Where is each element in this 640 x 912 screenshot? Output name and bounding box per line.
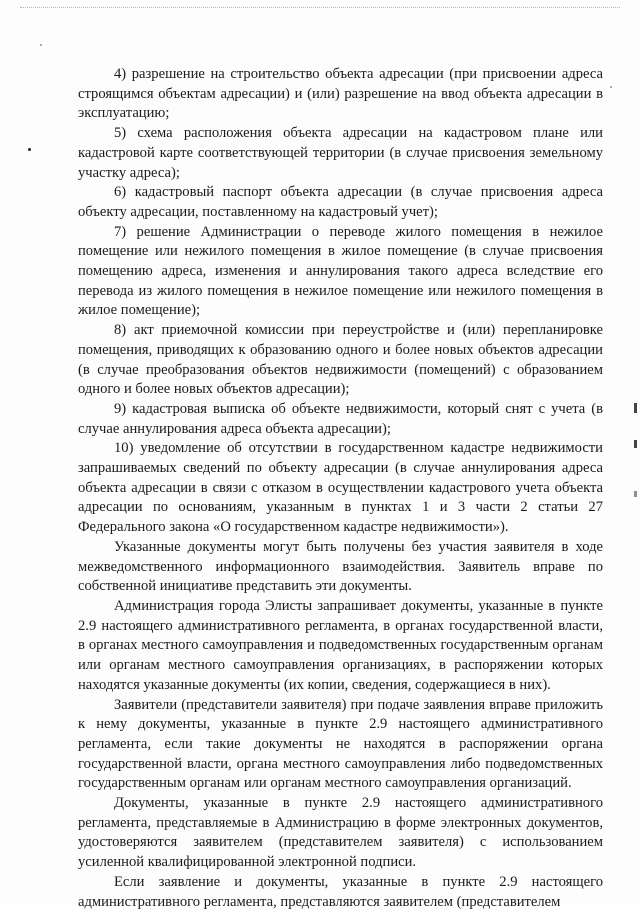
- paragraph-administration-requests: Администрация города Элисты запрашивает документы, указанные в пункте 2.9 настоящего административного регламента, в органах государственной власти, в органах местного самоуправления и подведомственных государственным органам или органам местного самоуправления организациях, в распоряжении которых находятся указанные документы (их копии, сведения, содержащиеся в них).: [78, 597, 603, 693]
- scan-speck: [610, 86, 612, 88]
- paragraph-interagency: Указанные документы могут быть получены без участия заявителя в ходе межведомственного информационного взаимодействия. Заявитель вправе по собственной инициативе представить эти документы.: [78, 538, 603, 595]
- scan-top-edge: [20, 0, 620, 8]
- paragraph-item-4: 4) разрешение на строительство объекта адресации (при присвоении адреса строящимся объектам адресации) и (или) разрешение на ввод объекта адресации в эксплуатацию;: [78, 66, 603, 122]
- paragraph-item-6: 6) кадастровый паспорт объекта адресации (в случае присвоения адреса объекту адресации, поставленному на кадастровый учет);: [78, 184, 603, 220]
- paragraph-continued: Если заявление и документы, указанные в пункте 2.9 настоящего административного регламента, представляются заявителем (представителем: [78, 873, 603, 910]
- paragraph-item-9: 9) кадастровая выписка об объекте недвижимости, который снят с учета (в случае аннулирования адреса объекта адресации);: [78, 400, 603, 437]
- paragraph-item-10: 10) уведомление об отсутствии в государственном кадастре недвижимости запрашиваемых сведений по объекту адресации (в случае аннулирования адреса объекта адресации в связи с отказом в осуществлении кадастрового учета объекта адресации по основаниям, указанным в пунктах 1 и 3 части 2 статьи 27 Федерального закона «О государственном кадастре недвижимости»).: [78, 440, 603, 536]
- paragraph-applicants-right: Заявители (представители заявителя) при подаче заявления вправе приложить к нему документы, указанные в пункте 2.9 настоящего административного регламента, если такие документы не находятся в распоряжении органа государственной власти, органа местного самоуправления либо подведомственных государственным органам или органам местного самоуправления организаций.: [78, 696, 603, 792]
- scan-edge-mark: [634, 491, 637, 497]
- scan-speck: [28, 148, 31, 151]
- scan-edge-mark: [634, 403, 637, 413]
- scan-edge-mark: [634, 440, 637, 448]
- paragraph-item-8: 8) акт приемочной комиссии при переустройстве и (или) перепланировке помещения, приводящих к образованию одного и более новых объектов адресации (в случае преобразования объектов недвижимости (помещений) с образованием одного и более новых объектов адресации);: [78, 322, 603, 398]
- document-body: [78, 65, 603, 912]
- paragraph-electronic-documents: Документы, указанные в пункте 2.9 настоящего административного регламента, представляемые в Администрацию в форме электронных документов, удостоверяются заявителем (представителем заявителя) с использованием усиленной квалифицированной электронной подписи.: [78, 795, 603, 871]
- paragraph-item-7: 7) решение Администрации о переводе жилого помещения в нежилое помещение или нежилого помещения в жилое помещение (в случае присвоения помещению адреса, изменения и аннулирования такого адреса вследствие его перевода из жилого помещения в нежилое помещение или нежилого помещения в жилое помещение);: [78, 223, 603, 319]
- scan-speck: [40, 44, 42, 46]
- paragraph-item-5: 5) схема расположения объекта адресации на кадастровом плане или кадастровой карте соответствующей территории (в случае присвоения земельному участку адреса);: [78, 125, 603, 181]
